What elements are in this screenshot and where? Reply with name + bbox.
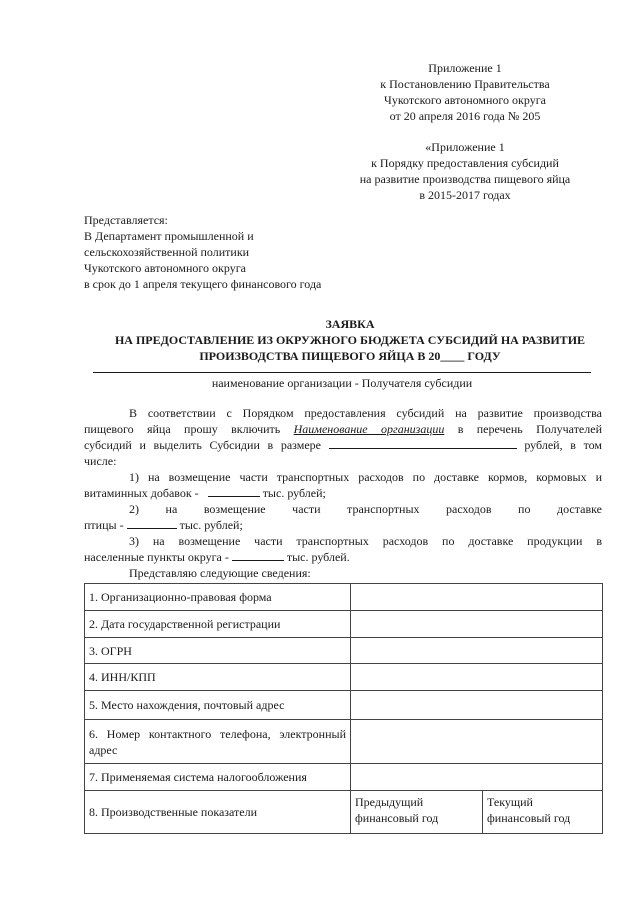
row-label: 4. ИНН/КПП [85, 664, 351, 691]
application-body [84, 405, 602, 581]
appendix-header-line: к Постановлению Правительства [380, 77, 550, 91]
row-label: 8. Производственные показатели [85, 791, 351, 834]
text: населенные пункты округа - [84, 550, 229, 564]
row-label [85, 720, 351, 764]
row-label: 7. Применяемая система налогообложения [85, 764, 351, 791]
applicant-info-table [84, 583, 603, 834]
appendix-header-line: Чукотского автономного округа [384, 93, 546, 107]
row-value-field[interactable] [351, 584, 603, 611]
text: тыс. рублей. [286, 550, 350, 564]
appendix-header [330, 60, 600, 124]
item-line [84, 549, 602, 565]
row-value-field[interactable] [351, 664, 603, 691]
row-value-field[interactable] [351, 764, 603, 791]
addressee-line: В Департамент промышленной и [84, 229, 254, 243]
row-label: 5. Место нахождения, почтовый адрес [85, 691, 351, 720]
table-row [85, 611, 603, 638]
paragraph-line [84, 437, 602, 453]
procedure-header-line: в 2015-2017 годах [419, 188, 511, 202]
addressee-line: Чукотского автономного округа [84, 261, 246, 275]
row-label-line: адрес [89, 742, 118, 757]
row-label-line: 6. Номер контактного телефона, электронный [89, 726, 346, 741]
table-row [85, 638, 603, 664]
procedure-header [330, 139, 600, 203]
header-line: финансовый год [355, 811, 439, 825]
procedure-header-line: «Приложение 1 [425, 140, 505, 154]
title-line: ПРОИЗВОДСТВА ПИЩЕВОГО ЯЙЦА В 20____ ГОДУ [199, 349, 501, 363]
row-value-field[interactable] [351, 638, 603, 664]
table-row [85, 764, 603, 791]
organization-name-placeholder[interactable]: Наименование организации [293, 422, 445, 436]
addressee-block [84, 212, 321, 292]
row-label: 1. Организационно-правовая форма [85, 584, 351, 611]
text: пищевого яйца прошу включить [84, 422, 281, 436]
paragraph-line: Представляю следующие сведения: [129, 566, 311, 580]
row-label: 2. Дата государственной регистрации [85, 611, 351, 638]
row-value-field[interactable] [351, 720, 603, 764]
title-line: НА ПРЕДОСТАВЛЕНИЕ ИЗ ОКРУЖНОГО БЮДЖЕТА СУБСИДИЙ НА РАЗВИТИЕ [114, 333, 586, 347]
text: 3) на возмещение части транспортных расходов по доставке продукции в [129, 534, 602, 548]
header-line: Текущий [487, 795, 533, 809]
procedure-header-line: к Порядку предоставления субсидий [371, 156, 559, 170]
poultry-transport-amount-field[interactable] [127, 517, 177, 529]
text: витаминных добавок - [84, 486, 199, 500]
text: тыс. рублей; [262, 486, 326, 500]
table-row [85, 691, 603, 720]
item-line [84, 469, 602, 485]
item-line [84, 533, 602, 549]
title-line: ЗАЯВКА [325, 317, 375, 331]
text: в перечень Получателей [457, 422, 602, 436]
paragraph-line [84, 421, 602, 437]
text: В соответствии с Порядком предоставления субсидий на развитие производства [129, 406, 602, 420]
text: рублей, в том [524, 438, 603, 452]
organization-name-field[interactable] [93, 372, 591, 373]
text: тыс. рублей; [179, 518, 243, 532]
paragraph-line: числе: [84, 454, 117, 468]
table-row [85, 720, 603, 764]
item-line [84, 517, 602, 533]
subsidy-amount-field[interactable] [329, 437, 517, 449]
table-row [85, 664, 603, 691]
table-row [85, 584, 603, 611]
appendix-header-line: Приложение 1 [428, 61, 502, 75]
item-line [84, 485, 602, 501]
current-year-header [483, 791, 603, 834]
row-value-field[interactable] [351, 611, 603, 638]
text: 1) на возмещение части транспортных расходов по доставке кормов, кормовых и [129, 470, 602, 484]
organization-caption: наименование организации - Получателя субсидии [211, 376, 473, 390]
addressee-line: Представляется: [84, 213, 168, 227]
paragraph-line [84, 405, 602, 421]
item-line [84, 501, 602, 517]
header-line: финансовый год [487, 811, 571, 825]
row-label: 3. ОГРН [85, 638, 351, 664]
text: субсидий и выделить Субсидии в размере [84, 438, 321, 452]
addressee-line: сельскохозяйственной политики [84, 245, 250, 259]
product-transport-amount-field[interactable] [232, 549, 284, 561]
table-row [85, 791, 603, 834]
feed-transport-amount-field[interactable] [208, 485, 260, 497]
appendix-header-line: от 20 апреля 2016 года № 205 [389, 109, 541, 123]
document-title [60, 316, 640, 364]
text: 2) на возмещение части транспортных расходов по доставке [129, 502, 602, 516]
text: птицы - [84, 518, 124, 532]
row-value-field[interactable] [351, 691, 603, 720]
addressee-line: в срок до 1 апреля текущего финансового года [84, 277, 322, 291]
header-line: Предыдущий [355, 795, 424, 809]
procedure-header-line: на развитие производства пищевого яйца [359, 172, 571, 186]
previous-year-header [351, 791, 483, 834]
